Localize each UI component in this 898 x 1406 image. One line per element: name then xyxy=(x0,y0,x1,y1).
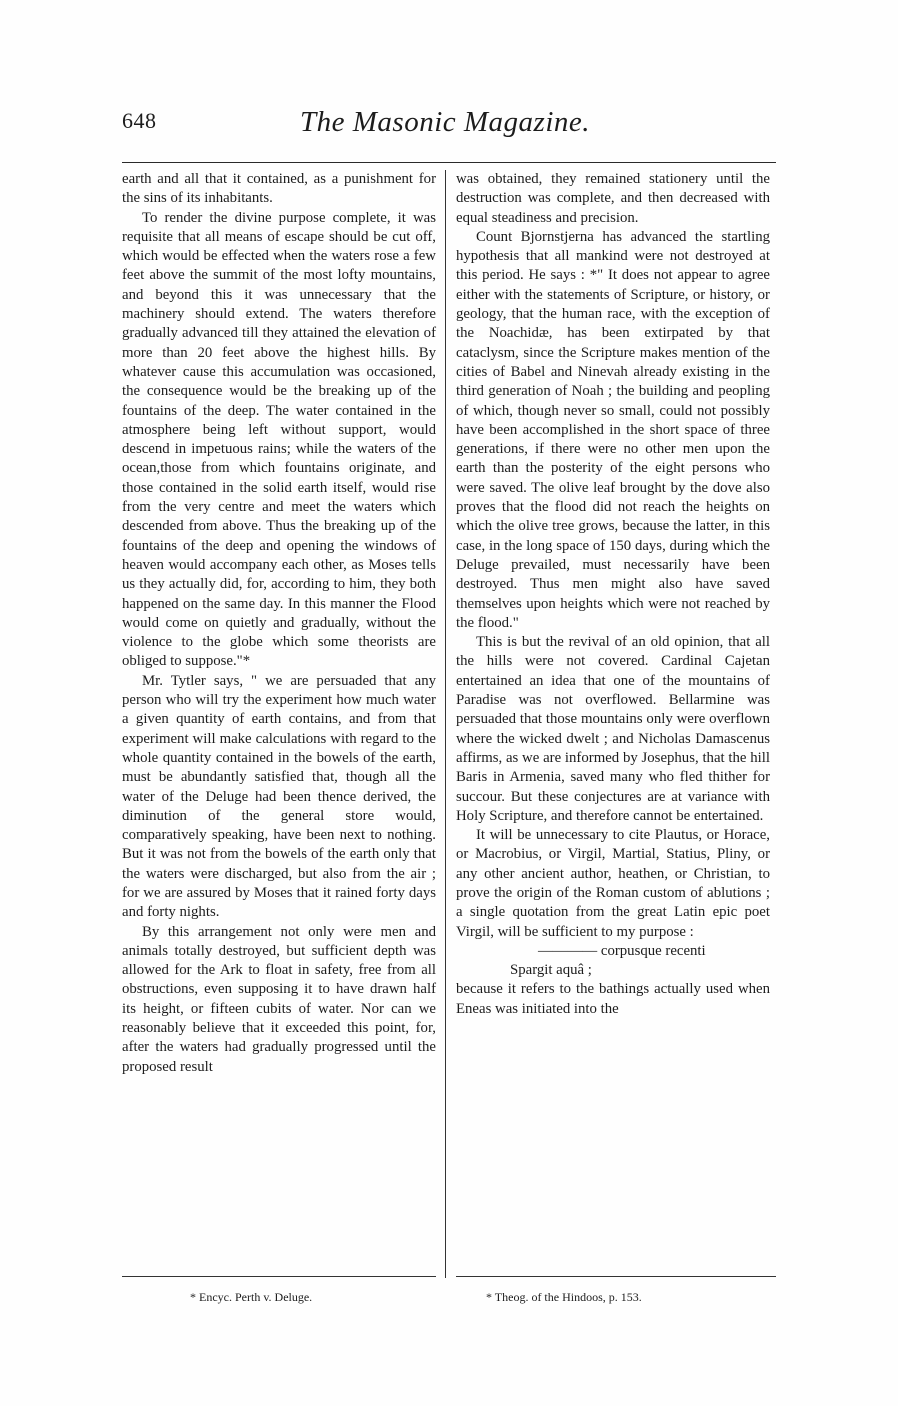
page-number: 648 xyxy=(122,108,157,133)
left-column xyxy=(122,170,436,1077)
paragraph: earth and all that it contained, as a punishment for the sins of its inhabitants. xyxy=(122,171,436,207)
footnote: * Theog. of the Hindoos, p. 153. xyxy=(486,1290,642,1304)
verse-line: Spargit aquâ ; xyxy=(510,962,592,979)
paragraph: By this arrangement not only were men and animals totally destroyed, but sufficient depth was allowed for the Ark to float in safety, free from all obstructions, even supposing it to have drawn half its height, or fifteen cubits of water. Nor can we reasonably believe that it exceeded this point, for, after the waters had gradually progressed until the proposed result xyxy=(122,923,436,1075)
paragraph: It will be unnecessary to cite Plautus, or Horace, or Macrobius, or Virgil, Martial, Statius, Pliny, or any other ancient author, heathen, or Christian, to prove the origin of the Roman custom of ablutions ; a single quotation from the great Latin epic poet Virgil, will be sufficient to my purpose : xyxy=(456,827,770,940)
column-divider xyxy=(445,170,446,1278)
footnote: * Encyc. Perth v. Deluge. xyxy=(190,1290,313,1304)
paragraph: Mr. Tytler says, " we are persuaded that any person who will try the experiment how much water a given quantity of earth contains, and from that experiment will make calculations with regard to the whole quantity contained in the bowels of the earth, must be abundantly satisfied that, though all the water of the Deluge had been thence derived, the diminution of the general store would, comparatively speaking, have been next to nothing. But it was not from the bowels of the earth only that the waters were discharged, but also from the air ; for we are assured by Moses that it rained forty days and forty nights. xyxy=(122,672,436,921)
footnote-rule xyxy=(456,1276,776,1277)
paragraph: because it refers to the bathings actually used when Eneas was initiated into the xyxy=(456,981,770,1017)
verse-line: ———— corpusque recenti xyxy=(538,942,706,959)
paragraph: Count Bjornstjerna has advanced the startling hypothesis that all mankind were not destroyed at this period. He says : *" It does not appear to agree either with the statements of Scripture, or history, or geology, that the human race, with the exception of the Noachidæ, has been extirpated by that cataclysm, since the Scripture makes mention of the cities of Babel and Ninevah already existing in the third generation of Noah ; the building and peopling of which, though never so small, could not possibly have been accomplished in the short space of three generations, if there were no other men upon the earth than the posterity of the eight persons who were saved. The olive leaf brought by the dove also proves that the flood did not reach the heights on which the olive tree grows, because the latter, in this case, in the long space of 150 days, during which the Deluge prevailed, must necessarily have been destroyed. Thus men might also have saved themselves upon heights which were not reached by the flood." xyxy=(456,228,770,631)
paragraph: To render the divine purpose complete, it was requisite that all means of escape should be cut off, which would be effected when the waters rose a few feet above the summit of the most lofty mountains, and beyond this it was unnecessary that the machinery should extend. The waters therefore gradually advanced till they attained the elevation of more than 20 feet above the highest hills. By whatever cause this accumulation was occasioned, the consequence would be the breaking up of the fountains of the deep. The water contained in the atmosphere being left without support, would descend in impetuous rains; while the waters of the ocean,those from which fountains originate, and those contained in the solid earth itself, would rise from the very centre and meet the waters which descended from above. Thus the breaking up of the fountains of the deep and opening the windows of heaven would accompany each other, as Moses tells us they actually did, for, according to him, they both happened on the same day. In this manner the Flood would come on quietly and gradually, without the violence to the globe which some theorists are obliged to suppose."* xyxy=(122,209,436,670)
running-head: The Masonic Magazine. xyxy=(300,106,590,138)
right-column xyxy=(456,170,770,1019)
paragraph: was obtained, they remained stationery until the destruction was complete, and then decreased with equal steadiness and precision. xyxy=(456,171,770,226)
header-rule xyxy=(122,162,776,163)
paragraph: This is but the revival of an old opinion, that all the hills were not covered. Cardinal Cajetan entertained an idea that one of the mountains of Paradise was not overflowed. Bellarmine was persuaded that those mountains only were overflown where the wicked dwelt ; and Nicholas Damascenus affirms, as we are informed by Josephus, that the hill Baris in Armenia, saved many who fled thither for succour. But these conjectures are at variance with Holy Scripture, and therefore cannot be entertained. xyxy=(456,634,770,824)
footnote-rule xyxy=(122,1276,436,1277)
